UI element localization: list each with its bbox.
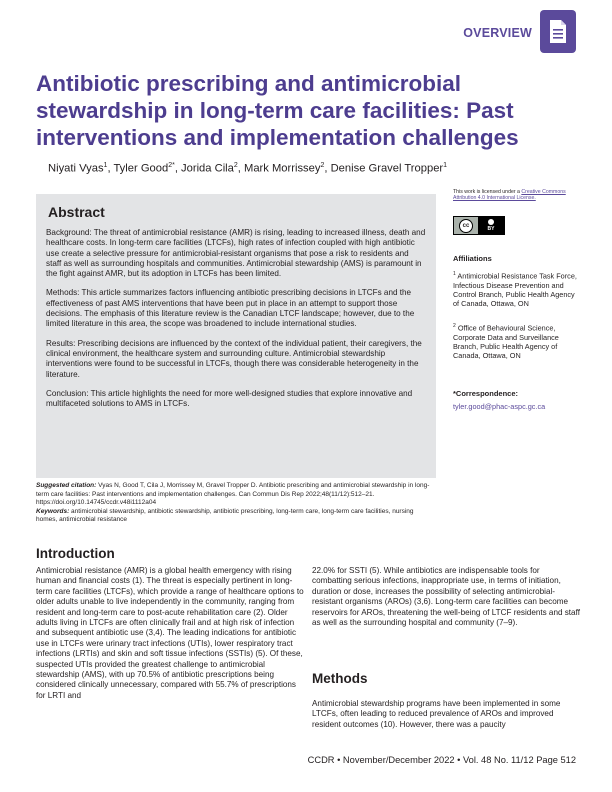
author-affiliation-mark: 2 (233, 162, 238, 169)
license-link[interactable]: Creative Commons Attribution 4.0 International License. (453, 189, 566, 202)
abstract-results: Results: Prescribing decisions are influenced by the context of the individual patient, their caregivers, the clinical environment, the healthcare system and surrounding culture. Antimicrobial stewardship interventions were found to be successful in LTCFs, though there was considerable heterogeneity in the literature. (46, 338, 422, 379)
citation-text: Vyas N, Good T, Cila J, Morrissey M, Gravel Tropper D. Antibiotic prescribing and antimicrobial stewardship in long-term care facilities: Past interventions and implementation challenges. Can Commun Dis Rep 2022;48(11/12):512–21. https://doi.org/10.14745/ccdr.v48i1112a04 (36, 482, 430, 507)
abstract-methods: Methods: This article summarizes factors influencing antibiotic prescribing decisions in LTCFs and the effectiveness of past AMS interventions that have been put in place in an attempt to support those decisions. The emphasis of this literature review is the Canadian LTCF landscape; however, due to the limited literature in this area, the scope was broadened to include international studies. (46, 288, 415, 329)
page-footer: CCDR • November/December 2022 • Vol. 48 No. 11/12 Page 512 (307, 755, 576, 765)
author-name: Mark Morrissey (244, 162, 321, 175)
methods-heading: Methods (312, 671, 368, 686)
cc-logo (454, 217, 478, 234)
cc-by-badge[interactable] (453, 216, 505, 235)
author-affiliation-mark: 2 (320, 162, 325, 169)
section-label: OVERVIEW (463, 26, 532, 40)
affiliation-mark: 1 (453, 271, 456, 277)
abstract-box (36, 194, 436, 478)
author-name: Tyler Good (113, 162, 169, 175)
intro-paragraph-continued: 22.0% for SSTI (5). While antibiotics are indispensable tools for combatting serious infections, inappropriate use, in terms of initiation, duration or dose, increases the possibility of selecting antimicrobial-resistant organisms (AROs) (3,6). Long-term care facilities can become reservoirs for AROs, threatening the well-being of LTCF residents and staff as well as the surrounding hospital and community (7–9). (312, 566, 580, 628)
author-name: Denise Gravel Tropper (330, 162, 444, 175)
keywords-text: antimicrobial stewardship, antibiotic stewardship, antibiotic prescribing, long-term care, long-term care facilities, nursing homes, antimicrobial resistance (36, 507, 414, 524)
suggested-citation (36, 482, 436, 525)
cc-icon: cc (459, 219, 473, 233)
methods-paragraph: Antimicrobial stewardship programs have been implemented in some LTCFs, often leading to reduced prevalence of AROs and improved resident outcomes (10). However, there was a paucity (312, 699, 561, 729)
author-list: Niyati Vyas$^1$, Tyler Good$^{2*}$, Jorida Cila$^2$, Mark Morrissey$^2$, Denise Gravel Tropper$^1$ (48, 162, 448, 175)
intro-column-right (312, 566, 580, 628)
author-affiliation-mark: 1 (103, 162, 108, 169)
by-label: BY (487, 226, 495, 232)
author-affiliation-mark: 2* (168, 162, 175, 169)
license-statement (453, 189, 583, 202)
person-icon (488, 219, 494, 225)
affiliation-1 (453, 270, 581, 309)
abstract-conclusion: Conclusion: This article highlights the need for more well-designed studies that explore innovative and multifaceted solutions to AMS in LTCFs. (46, 388, 413, 409)
article-title: Antibiotic prescribing and antimicrobial stewardship in long-term care facilities: Past interventions and implementation challenges (36, 71, 519, 150)
author-affiliation-mark: 1 (443, 162, 448, 169)
by-section (478, 217, 504, 234)
author-name: Jorida Cila (181, 162, 234, 175)
license-prefix: This work is licensed under a (453, 189, 522, 195)
correspondence-email[interactable]: tyler.good@phac-aspc.gc.ca (453, 402, 546, 411)
introduction-heading: Introduction (36, 546, 115, 561)
keywords-label: Keywords: (36, 507, 70, 515)
affiliations-heading: Affiliations (453, 254, 492, 263)
affiliation-mark: 2 (453, 323, 456, 329)
intro-column-left (36, 566, 304, 701)
correspondence-heading: *Correspondence: (453, 389, 519, 398)
intro-paragraph: Antimicrobial resistance (AMR) is a global health emergency with rising human and financial costs (1). The threat is especially pertinent in long-term care facilities (LTCFs), which provide a range of healthcare options to older adults unable to live independently in the community, ranging from resident and long-term care to post-acute rehabilitation care (2). Older adults living in LTCFs are often clinically frail and at high risk of infection and subsequent antibiotic use (3,4). The leading indications for antibiotic use in LTCFs were urinary tract infections (UTIs), lower respiratory tract infections (LRTIs) and skin and soft tissue infections (SSTIs) (5). Of these, suspected UTIs provided the greatest challenge to antimicrobial stewardship (AMS), with up 70.5% of antibiotic prescriptions being considered clinically unnecessary, compared with 55.7% of prescriptions for LRTI and (36, 566, 304, 700)
document-icon (548, 19, 568, 44)
abstract-background: Background: The threat of antimicrobial resistance (AMR) is rising, leading to increased illness, death and healthcare costs. In long-term care facilities (LTCFs), high rates of infection coupled with high antibiotic use create a selective pressure for antimicrobial-resistant organisms that pose a risk to residents and staff as well as surrounding hospitals and communities. Antimicrobial stewardship (AMS) is paramount in the fight against AMR, but its adoption in LTCFs has been limited. (46, 228, 426, 279)
affiliation-text: Antimicrobial Resistance Task Force, Infectious Disease Prevention and Control Branch, Public Health Agency of Canada, Ottawa, ON (453, 271, 577, 309)
affiliation-text: Office of Behavioural Science, Corporate Data and Surveillance Branch, Public Health Agency of Canada, Ottawa, ON (453, 323, 559, 361)
abstract-heading: Abstract (48, 204, 105, 220)
methods-column (312, 699, 580, 730)
overview-tab (540, 10, 576, 53)
affiliation-2 (453, 322, 581, 361)
author-name: Niyati Vyas (48, 162, 104, 175)
citation-label: Suggested citation: (36, 482, 97, 489)
